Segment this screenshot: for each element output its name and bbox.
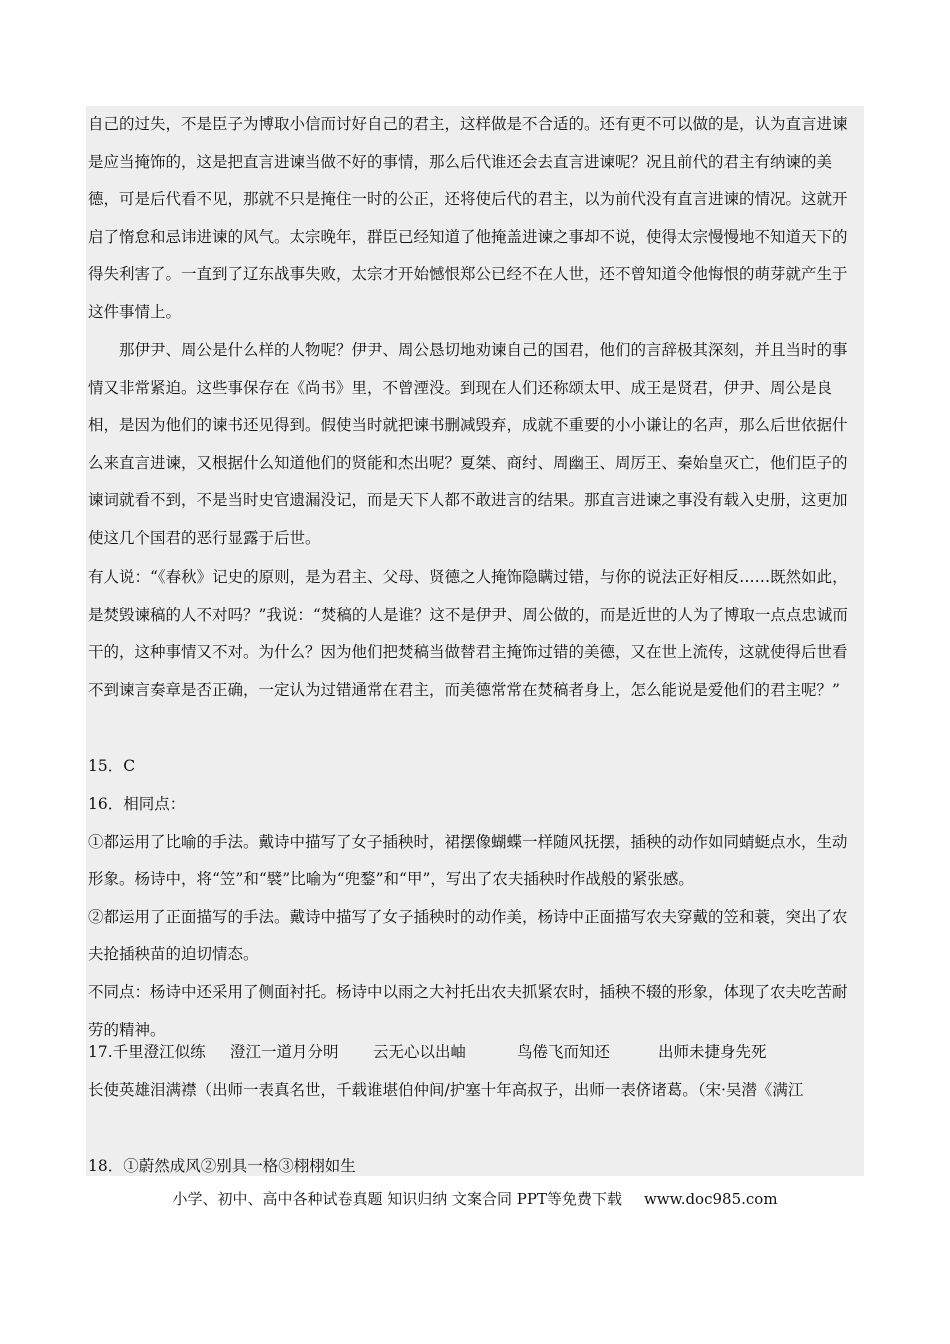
answer-17-item: 鸟倦飞而知还 <box>517 1043 611 1061</box>
answer-18: 18．①蔚然成风②别具一格③栩栩如生 <box>88 1157 356 1175</box>
paragraph-text: 自己的过失，不是臣子为博取小信而讨好自己的君主，这样做是不合适的。还有更不可以做的是，认为直言进谏是应当掩饰的，这是把直言进谏当做不好的事情，那么后代谁还会去直言进谏呢？况且前代的君主有纳谏的美德，可是后代看不见，那就不只是掩住一时的公正，还将使后代的君主，以为前代没有直言进谏的情况。这就开启了惰怠和忌讳进谏的风气。太宗晚年，群臣已经知道了他掩盖进谏之事却不说，使得太宗慢慢地不知道天下的得失利害了。一直到了辽东战事失败，太宗才开始憾恨郑公已经不在人世，还不曾知道令他悔恨的萌芽就产生于这件事情上。 <box>88 115 848 321</box>
answer-15: 15．C <box>88 757 136 775</box>
answer-16-difference: 不同点：杨诗中还采用了侧面衬托。杨诗中以雨之大衬托出农夫抓紧农时，插秧不辍的形象，体现了农夫吃苦耐劳的精神。 <box>88 982 848 1039</box>
answer-17-item: 云无心以出岫 <box>373 1043 467 1061</box>
answer-16-item-1: ①都运用了比喻的手法。戴诗中描写了女子插秧时，裙摆像蝴蝶一样随风抚摆，插秧的动作如同蜻蜓点水，生动形象。杨诗中，将“笠”和“襞”比喻为“兜鍪”和“甲”，写出了农夫插秧时作战般的紧张感。 <box>88 832 848 889</box>
passage-paragraph-1 <box>88 106 858 332</box>
paragraph-text: 那伊尹、周公是什么样的人物呢？伊尹、周公恳切地劝谏自己的国君，他们的言辞极其深刻，并且当时的事情又非常紧迫。这些事保存在《尚书》里，不曾湮没。到现在人们还称颂太甲、成王是贤君，伊尹、周公是良相，是因为他们的谏书还见得到。假使当时就把谏书删减毁弃，成就不重要的小小谦让的名声，那么后世依据什么来直言进谏，又根据什么知道他们的贤能和杰出呢？夏桀、商纣、周幽王、周厉王、秦始皇灭亡，他们臣子的谏词就看不到，不是当时史官遗漏没记，而是天下人都不敢进言的结果。那直言进谏之事没有载入史册，这更加使这几个国君的恶行显露于后世。 <box>88 341 848 547</box>
answer-17-item: 17.千里澄江似练 <box>88 1043 206 1061</box>
answer-17-row <box>88 1034 858 1072</box>
paragraph-text: 有人说：“《春秋》记史的原则，是为君主、父母、贤德之人掩饰隐瞒过错，与你的说法正好相反……既然如此，是焚毁谏稿的人不对吗？”我说：“焚稿的人是谁？这不是伊尹、周公做的，而是近世的人为了博取一点点忠诚而干的，这种事情又不对。为什么？因为他们把焚稿当做替君主掩饰过错的美德，又在世上流传，这就使得后世看不到谏言奏章是否正确，一定认为过错通常在君主，而美德常常在焚稿者身上，怎么能说是爱他们的君主呢？” <box>88 568 848 699</box>
answer-16 <box>88 786 858 1049</box>
passage-paragraph-2 <box>88 332 858 558</box>
answer-16-item-2: ②都运用了正面描写的手法。戴诗中描写了女子插秧时的动作美，杨诗中正面描写农夫穿戴的笠和蓑，突出了农夫抢插秧苗的迫切情态。 <box>88 907 848 964</box>
footer-text: 小学、初中、高中各种试卷真题 知识归纳 文案合同 PPT等免费下载 <box>172 1190 622 1208</box>
answer-17-continued <box>88 1072 858 1110</box>
answer-17-item: 澄江一道月分明 <box>230 1043 339 1061</box>
passage-paragraph-3 <box>88 559 858 709</box>
answer-16-heading: 16．相同点： <box>88 795 186 813</box>
answer-17-line-2: 长使英雄泪满襟（出师一表真名世，千载谁堪伯仲间/护塞十年高叔子，出师一表侪诸葛。（宋·吴潜《满江 <box>88 1081 804 1099</box>
footer-website-link[interactable]: www.doc985.com <box>643 1190 778 1208</box>
page-footer <box>0 1188 950 1209</box>
answer-17-item: 出师未捷身先死 <box>658 1043 767 1061</box>
